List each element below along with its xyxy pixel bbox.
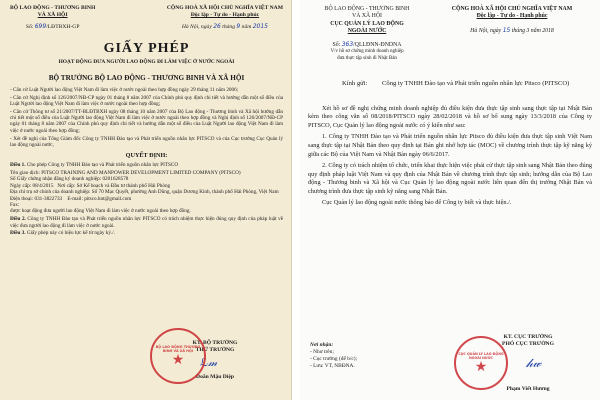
recipient-item: - Như trên; <box>310 349 334 355</box>
sign-title-1: KT. BỘ TRƯỞNG <box>192 340 238 346</box>
ministry-line-2: VÀ XÃ HỘI <box>352 13 382 20</box>
letter-motto: Độc lập - Tự do - Hạnh phúc <box>476 13 548 20</box>
official-letter <box>300 0 600 400</box>
letter-paragraph: Xét hồ sơ đề nghị chứng minh doanh nghiệp đủ điều kiện đưa thực tập sinh sang thực tập tại Nhật Bản kèm theo công văn số 08/2018/PITSCO ngày 28/02/2018 và hồ sơ bổ sung ngày 13/3/2018 của Công ty PITSCO, Cục Quản lý lao động ngoài nước có ý kiến như sau: <box>308 104 592 129</box>
article-3: Điều 3. Giấy phép này có hiệu lực kể từ ngày ký./. <box>10 230 116 237</box>
letter-body <box>308 105 592 209</box>
letter-sign-title-2: PHÓ CỤC TRƯỞNG <box>502 341 554 347</box>
dept-line-1: CỤC QUẢN LÝ LAO ĐỘNG <box>330 20 404 27</box>
article-2: Điều 2. Công ty TNHH Đào tạo và Phát triển nguồn nhân lực PITSCO có trách nhiệm thực hiện đúng quy định của pháp luật về việc đưa người lao động đi làm việc ở nước ngoài. <box>10 216 283 229</box>
issuer-line-2: VÀ XÃ HỘI <box>37 12 68 18</box>
republic-block <box>167 5 283 31</box>
preamble-item: - Xét đề nghị của Tổng Giám đốc Công ty TNHH Đào tạo và Phát triển nguồn nhân lực PITSCO và của Cục trưởng Cục Quản lý lao động ngoài nước, <box>10 135 283 148</box>
letter-paragraph: 2. Công ty có trách nhiệm tổ chức, triển khai thực hiện việc phái cử thực tập sinh sang Nhật Bản theo đúng quy định pháp luật Việt Nam và quy định của Nhật Bản về chương trình thực tập sinh; hướng dẫn của Bộ Lao động - Thương binh và Xã hội và Cục Quản lý lao động ngoài nước liên quan đến thị trường Nhật Bản và chương trình đưa thực tập sinh kỹ năng sang Nhật Bản. <box>308 162 592 195</box>
license-date: Hà Nội, ngày 26 tháng 9 năm 2015 <box>181 23 268 30</box>
company-field: Số Giấy chứng nhận đăng ký doanh nghiệp: 0201628578 <box>10 176 129 183</box>
letter-header <box>308 6 592 62</box>
letter-stamp-star-icon: ★ <box>474 359 488 375</box>
issuer-block <box>10 5 95 31</box>
letter-signer-name: Phạm Viết Hương <box>506 386 550 392</box>
letter-issuer-block <box>308 6 426 62</box>
dept-line-2: NGOÀI NƯỚC <box>347 28 387 35</box>
license-document <box>0 0 292 400</box>
letter-number: Số: 363/QLLĐNN-ĐNDNA <box>332 40 402 48</box>
letter-subject-1: V/v hồ sơ chứng minh doanh nghiệp <box>330 49 404 55</box>
license-header <box>10 5 283 31</box>
license-number: Số: 699/LĐTBXH-GP <box>25 23 80 30</box>
ministry-line-1: BỘ LAO ĐỘNG - THƯƠNG BINH <box>324 6 410 12</box>
letter-republic-block <box>432 6 592 62</box>
signer-name: Doãn Mậu Diệp <box>196 374 234 380</box>
article-1: Điều 1. Cho phép Công ty TNHH Đào tạo và Phát triển nguồn nhân lực PITSCO <box>10 162 179 169</box>
national-motto: Độc lập - Tự do - Hạnh phúc <box>190 12 260 18</box>
company-field: Fax: <box>10 202 20 208</box>
company-field: Địa chỉ trụ sở chính của doanh nghiệp: Số 70 Mạc Quyết, phường Anh Dũng, quận Dương Kinh, thành phố Hải Phòng, Việt Nam <box>10 189 279 196</box>
authority-heading: BỘ TRƯỞNG BỘ LAO ĐỘNG - THƯƠNG BINH VÀ XÃ HỘI <box>48 74 245 82</box>
letter-official-stamp: CỤC QUẢN LÝ LAO ĐỘNG NGOÀI NƯỚC ★ <box>454 336 508 390</box>
preamble <box>10 87 283 148</box>
decision-heading: QUYẾT ĐỊNH: <box>125 152 168 160</box>
license-number-handwritten: 699 <box>34 23 47 30</box>
recipients-list <box>310 342 357 370</box>
license-title: GIẤY PHÉP <box>103 41 190 56</box>
letter-handwritten-signature: 𝒽𝓌 <box>526 356 542 370</box>
letter-sign-title-1: KT. CỤC TRƯỞNG <box>503 334 553 340</box>
recipients-heading: Nơi nhận: <box>310 342 334 348</box>
issuer-line-1: BỘ LAO ĐỘNG - THƯƠNG BINH <box>10 5 96 11</box>
letter-recipient: Kính gửi: Công ty TNHH Đào tạo và Phát triển nguồn nhân lực Pitsco (PITSCO) <box>342 80 570 88</box>
article-1-tail: được hoạt động đưa người lao động Việt Nam đi làm việc ở nước ngoài theo hợp đồng. <box>10 208 191 215</box>
recipient-item: - Lưu: VT, NBĐNA. <box>310 363 355 369</box>
letter-date: Hà Nội, ngày 15 tháng 3 năm 2018 <box>470 26 554 34</box>
preamble-item: - Căn cứ Luật Người lao động Việt Nam đi làm việc ở nước ngoài theo hợp đồng ngày 29 tháng 11 năm 2006; <box>10 87 239 93</box>
handwritten-signature: ℒ𝓂 <box>200 356 218 369</box>
company-field: Điện thoại: 031-3822733 E-mail: pitsco.hnt@gmail.com <box>10 195 132 202</box>
letter-subject-2: đưa thực tập sinh đi Nhật Bản <box>337 55 397 61</box>
company-field: Ngày cấp: 08/4/2015 Nơi cấp: Sở Kế hoạch và Đầu tư thành phố Hải Phòng <box>10 182 171 189</box>
stamp-star-icon: ★ <box>171 352 185 368</box>
republic-name: CỘNG HOÀ XÃ HỘI CHỦ NGHĨA VIỆT NAM <box>166 5 283 11</box>
letter-paragraph: Cục Quản lý lao động ngoài nước thông báo để Công ty biết và thực hiện./. <box>322 199 512 207</box>
license-subtitle: HOẠT ĐỘNG ĐƯA NGƯỜI LAO ĐỘNG ĐI LÀM VIỆC Ở NƯỚC NGOÀI <box>58 59 235 65</box>
preamble-item: - Căn cứ Thông tư số 21/2007/TT-BLĐTBXH ngày 08 tháng 10 năm 2007 của Bộ Lao động - Thương binh và Xã hội hướng dẫn chi tiết một số điều của Luật Người lao động Việt Nam đi làm việc ở nước ngoài theo hợp đồng và Nghị định số 126/2007/NĐ-CP ngày 01 tháng 8 năm 2007 của Chính phủ quy định chi tiết và hướng dẫn một số điều của Luật Người lao động Việt Nam đi làm việc ở nước ngoài theo hợp đồng; <box>10 108 283 134</box>
company-fields <box>10 170 283 208</box>
company-field: Tên giao dịch: PITSCO TRAINING AND MANPOWER DEVELOPMENT LIMITED COMPANY (PITSCO) <box>10 169 241 176</box>
letter-republic-name: CỘNG HOÀ XÃ HỘI CHỦ NGHĨA VIỆT NAM <box>451 6 573 12</box>
preamble-item: - Căn cứ Nghị định số 126/2007/NĐ-CP ngày 01 tháng 8 năm 2007 của Chính phủ quy định chi tiết và hướng dẫn một số điều của Luật Người lao động Việt Nam đi làm việc ở nước ngoài theo hợp đồng; <box>10 94 283 108</box>
official-stamp: BỘ LAO ĐỘNG THƯƠNG BINH VÀ XÃ HỘI ★ <box>150 328 206 384</box>
sign-title-2: THỨ TRƯỞNG <box>195 347 235 353</box>
letter-paragraph: 1. Công ty TNHH Đào tạo và Phát triển nguồn nhân lực Pitsco đủ điều kiện đưa thực tập sinh Việt Nam sang thực tập tại Nhật Bản theo quy định tại Bản ghi nhớ hợp tác (MOC) về chương trình thực tập kỹ năng ký giữa các Bộ của Việt Nam và Nhật Bản ngày 06/6/2017. <box>308 133 592 158</box>
recipient-item: - Cục trưởng (để b/c); <box>310 356 358 362</box>
